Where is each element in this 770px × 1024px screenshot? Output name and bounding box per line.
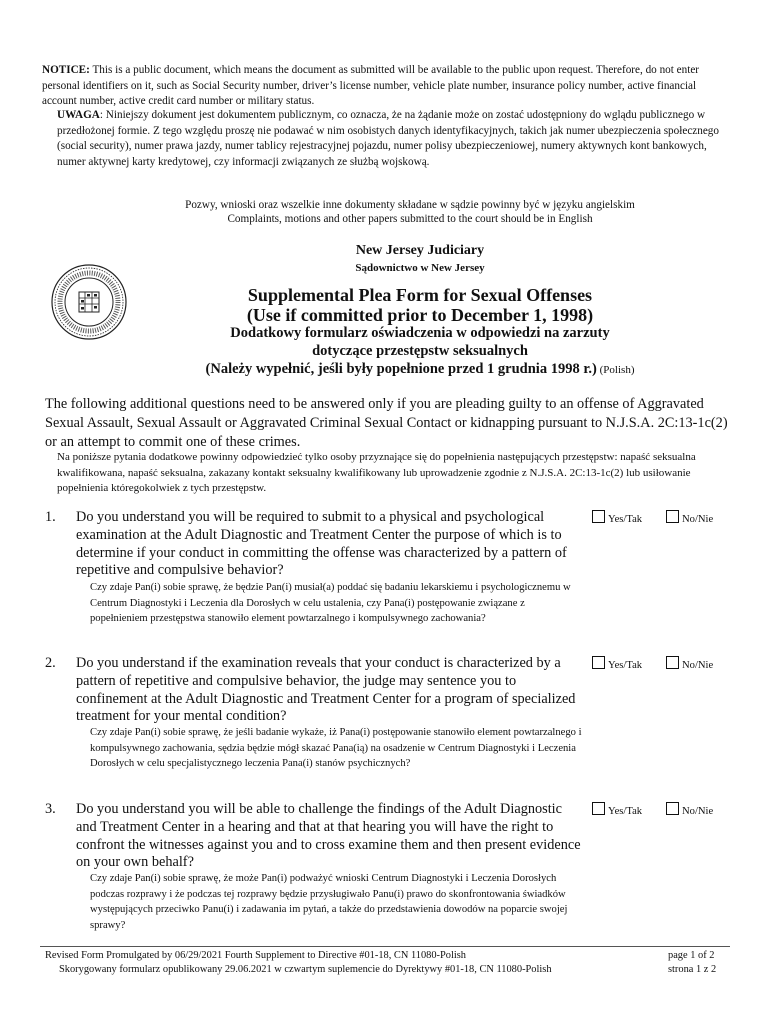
no-label: No/Nie: [682, 514, 714, 525]
question-1-text-polish: Czy zdaje Pan(i) sobie sprawę, że będzie Pan(i) musiał(a) poddać się badaniu lekarskiemu i psychologicznemu w Centrum Diagnostyki i Leczenia dla Dorosłych w celu ustalenia, czy Pana(i) postępowanie związane z popełnieniem przestępstwa stanowiło element powtarzalnego i kompulsywnego zachowania?: [90, 582, 571, 625]
footer-revision-polish: Skorygowany formularz opublikowany 29.06.2021 w czwartym suplemencie do Dyrektywy #01-18, CN 11080-Polish: [59, 963, 552, 975]
question-2-no-checkbox[interactable]: [666, 656, 713, 671]
uwaga-paragraph: [57, 108, 732, 170]
intro-english: The following additional questions need to be answered only if you are pleading guilty to an offense of Aggravated Sexual Assault, Sexual Assault or Aggravated Criminal Sexual Contact or kidnapping pursuant to N.J.S.A. 2C:13-1c(2) or an attempt to commit one of these crimes.: [45, 396, 728, 450]
question-3-yes-checkbox[interactable]: [592, 802, 642, 817]
question-2-text-polish: Czy zdaje Pan(i) sobie sprawę, że jeśli badanie wykaże, iż Pana(i) postępowanie stanowiło element powtarzalnego i kompulsywnego zachowania, sędzia będzie mógł skazać Pana(ią) na osadzenie w Centrum Diagnostyki i Leczenia Dorosłych w celu specjalistycznego leczenia Pana(i) stanów psychicznych?: [90, 727, 582, 770]
footer-revision-english: Revised Form Promulgated by 06/29/2021 Fourth Supplement to Directive #01-18, CN 11080-Polish: [45, 950, 466, 961]
question-2-text: Do you understand if the examination reveals that your conduct is characterized by a pattern of repetitive and compulsive behavior, the judge may sentence you to confinement at the Adult Diagnostic and Treatment Center for a program of specialized treatment for your mental condition?: [76, 655, 576, 725]
question-1-text: Do you understand you will be required to submit to a physical and psychological examination at the Adult Diagnostic and Treatment Center the purpose of which is to determine if your conduct in committing the offense was characterized by a pattern of repetitive and compulsive behavior?: [76, 509, 567, 579]
question-2-number: 2.: [45, 655, 56, 671]
checkbox-box[interactable]: [592, 802, 605, 815]
footer-divider: [40, 946, 730, 947]
checkbox-box[interactable]: [666, 656, 679, 669]
question-1-no-checkbox[interactable]: [666, 510, 713, 525]
yes-label: Yes/Tak: [608, 660, 643, 671]
intro-polish: Na poniższe pytania dodatkowe powinny odpowiedzieć tylko osoby przyznające się do popełnienia następujących przestępstw: napaść seksualna kwalifikowana, napaść seksualna, zakazany kontakt seksualny kwalifikowany lub uprowadzenie zgodnie z N.J.S.A. 2C:13-1c(2) lub usiłowanie popełnienia któregokolwiek z tych przestępstw.: [57, 451, 696, 494]
form-title-polish-line1: Dodatkowy formularz oświadczenia w odpowiedzi na zarzuty: [230, 325, 610, 341]
footer-revision: [45, 949, 645, 976]
question-3-text-polish: Czy zdaje Pan(i) sobie sprawę, że może Pan(i) podważyć wnioski Centrum Diagnostyki i Leczenia Dorosłych podczas rozprawy i że podczas tej rozprawy będzie przysługiwało Panu(i) prawo do skonfrontowania świadków występujących przeciwko Panu(i) i zadawania im pytań, a także do przedstawienia dowodów na poparcie swojej sprawy?: [90, 873, 568, 931]
page-number-polish: strona 1 z 2: [668, 963, 717, 975]
uwaga-label: UWAGA: [57, 109, 100, 121]
checkbox-box[interactable]: [666, 802, 679, 815]
notice-text: This is a public document, which means the document as submitted will be available to the public upon request. Therefore, do not enter personal identifiers on it, such as Social Security number, driver’s license number, vehicle plate number, insurance policy number, active financial account number, active credit card number or military status.: [42, 64, 700, 108]
question-3-text: Do you understand you will be able to challenge the findings of the Adult Diagnostic and Treatment Center in a hearing and that at that hearing you will have the right to confront the witnesses against you and to cross examine them and then present evidence on your own behalf?: [76, 801, 581, 871]
language-notice-polish: Pozwy, wnioski oraz wszelkie inne dokumenty składane w sądzie powinny być w języku angielskim: [185, 199, 635, 211]
checkbox-box[interactable]: [592, 510, 605, 523]
no-label: No/Nie: [682, 660, 714, 671]
no-label: No/Nie: [682, 806, 714, 817]
question-2-yes-checkbox[interactable]: [592, 656, 642, 671]
form-title-polish-line2: dotyczące przestępstw seksualnych: [312, 343, 528, 359]
form-subtitle-polish: (Należy wypełnić, jeśli były popełnione przed 1 grudnia 1998 r.): [205, 361, 597, 377]
notice-paragraph: [42, 63, 732, 110]
question-1-yes-checkbox[interactable]: [592, 510, 642, 525]
language-label: (Polish): [596, 364, 635, 376]
uwaga-text: : Niniejszy dokument jest dokumentem publicznym, co oznacza, że na żądanie może on zostać udostępniony do wglądu publicznego w przedłożonej formie. Z tego względu proszę nie podawać w nim osobistych danych identyfikacyjnych, takich jak numer ubezpieczenia społecznego (social security), numer prawa jazdy, numer tablicy rejestracyjnej pojazdu, numer polisy ubezpieczeniowej, numery aktywnych kont bankowych, numer aktywnej karty kredytowej, czy informacji związanych ze służbą wojskową.: [57, 109, 719, 168]
form-title: Supplemental Plea Form for Sexual Offenses: [247, 285, 593, 305]
yes-label: Yes/Tak: [608, 514, 643, 525]
language-notice-english: Complaints, motions and other papers submitted to the court should be in English: [227, 213, 593, 225]
judiciary-heading-polish: Sądownictwo w New Jersey: [355, 262, 485, 274]
page-number-english: page 1 of 2: [668, 950, 715, 961]
footer-page-number: [668, 949, 738, 976]
form-subtitle: (Use if committed prior to December 1, 1998): [246, 305, 594, 325]
question-3-number: 3.: [45, 801, 56, 817]
checkbox-box[interactable]: [592, 656, 605, 669]
checkbox-box[interactable]: [666, 510, 679, 523]
yes-label: Yes/Tak: [608, 806, 643, 817]
question-3-no-checkbox[interactable]: [666, 802, 713, 817]
judiciary-heading: New Jersey Judiciary: [355, 243, 485, 258]
form-title-polish-line3: [60, 361, 770, 379]
question-1-number: 1.: [45, 509, 56, 525]
notice-label: NOTICE:: [42, 64, 90, 76]
